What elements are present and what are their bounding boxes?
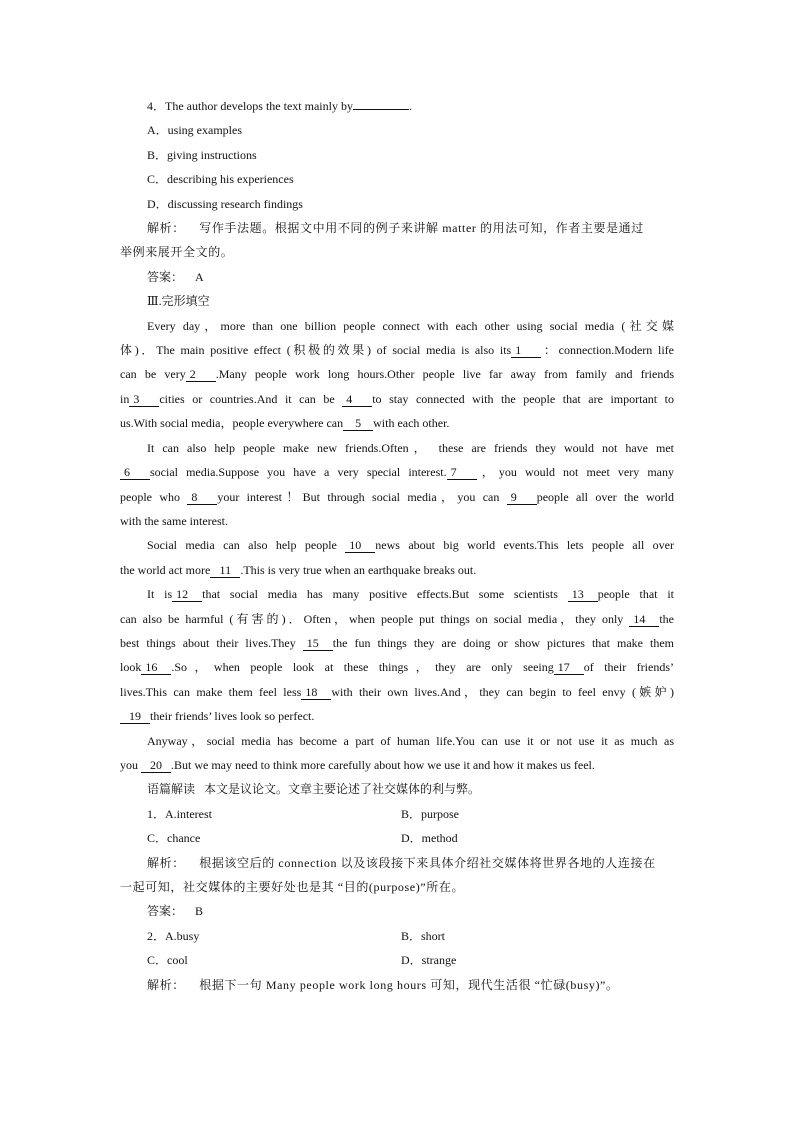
passage-text: news about big world events.This lets people all over: [375, 538, 674, 553]
passage-line: [120, 509, 674, 533]
q4-option-a: A．using examples: [147, 123, 242, 138]
cloze-blank[interactable]: 7: [447, 465, 477, 480]
q1-option-c: C．chance: [147, 831, 201, 846]
q1-options-row2: [120, 826, 674, 850]
q4-stem-end: .: [408, 99, 412, 113]
passage-text: ：connection.Modern life: [541, 343, 674, 358]
cloze-blank[interactable]: 11: [210, 563, 240, 578]
analysis-label: 解析：: [147, 855, 185, 870]
q4-stem-text: 4．The author develops the text mainly by: [147, 99, 353, 113]
passage-line: [120, 460, 674, 484]
q4-stem: [120, 94, 674, 118]
passage-line: [120, 485, 674, 509]
q2-option-a: 2．A.busy: [147, 928, 200, 943]
passage-text: Anyway，social media has become a part of human life.You can use it or not use it as much as: [147, 733, 674, 748]
passage-text: of their friends’: [583, 660, 674, 675]
q4-option-b: B．giving instructions: [147, 147, 257, 162]
q2-option-d: D．strange: [401, 953, 457, 968]
passage-text: 体)．The main positive effect (积极的效果) of social media is also its: [120, 343, 512, 358]
cloze-blank[interactable]: 14: [629, 612, 659, 627]
passage-text: the world act more: [120, 562, 211, 577]
passage-text: with each other.: [373, 416, 450, 431]
passage-line: [120, 631, 674, 655]
q1-answer: [120, 899, 674, 923]
passage-text: .This is very true when an earthquake breaks out.: [240, 562, 477, 577]
answer-value: B: [195, 904, 204, 919]
cloze-passage: [120, 314, 674, 778]
cloze-blank[interactable]: 8: [187, 490, 217, 505]
passage-line: [120, 338, 674, 362]
passage-text: Every day，more than one billion people connect with each other using social media (社交媒: [147, 318, 674, 333]
passage-text: people all over the world: [536, 489, 674, 504]
answer-blank[interactable]: [353, 109, 409, 110]
passage-text: the fun things they are doing or show pictures that make them: [332, 635, 674, 650]
section-heading: Ⅲ.完形填空: [147, 294, 210, 309]
passage-text: .But we may need to think more carefully about how we use it and how it makes us feel.: [171, 757, 595, 772]
passage-line: [120, 411, 674, 435]
q4-analysis-cont: 举例来展开全文的。: [120, 245, 234, 260]
q2-option-b: B．short: [401, 928, 446, 943]
q1-analysis: [120, 851, 674, 875]
passage-line: [120, 558, 674, 582]
passage-line: [120, 729, 674, 753]
cloze-blank[interactable]: 3: [129, 392, 159, 407]
q4-analysis: [120, 216, 674, 240]
q1-options-row1: [120, 802, 674, 826]
q1-option-d: D．method: [401, 831, 458, 846]
passage-text: social media.Suppose you have a very special interest.: [150, 465, 447, 480]
cloze-blank[interactable]: 1: [511, 343, 541, 358]
passage-line: [120, 607, 674, 631]
cloze-blank[interactable]: 4: [342, 392, 372, 407]
cloze-blank[interactable]: 15: [303, 636, 333, 651]
cloze-blank[interactable]: 10: [345, 538, 375, 553]
passage-text: in: [120, 391, 130, 406]
reading-summary: [120, 777, 674, 801]
passage-text: to stay connected with the people that are important to: [372, 391, 674, 406]
q1-option-b: B．purpose: [401, 806, 459, 821]
passage-line: [120, 533, 674, 557]
passage-text: .So，when people look at these things，they are only seeing: [171, 660, 554, 675]
passage-line: [120, 362, 674, 386]
cloze-blank[interactable]: 13: [568, 587, 598, 602]
cloze-blank[interactable]: 18: [301, 685, 331, 700]
passage-text: can also be harmful (有害的)．Often，when people put things on social media，they only: [120, 611, 630, 626]
analysis-text: 根据该空后的 connection 以及该段接下来具体介绍社交媒体将世界各地的人连接在: [199, 855, 656, 870]
passage-text: .Many people work long hours.Other people live far away from family and friends: [215, 367, 674, 382]
answer-label: 答案：: [147, 269, 184, 284]
cloze-blank[interactable]: 20: [141, 758, 171, 773]
passage-text: that social media has many positive effects.But some scientists: [202, 587, 568, 602]
passage-line: [120, 436, 674, 460]
passage-text: people who: [120, 489, 188, 504]
passage-text: you: [120, 757, 141, 772]
passage-text: ，you would not meet very many: [476, 465, 674, 480]
passage-text: their friends’ lives look so perfect.: [150, 709, 315, 724]
passage-line: [120, 753, 674, 777]
cloze-blank[interactable]: 19: [120, 709, 150, 724]
cloze-blank[interactable]: 17: [554, 660, 584, 675]
passage-text: us.With social media，people everywhere can: [120, 416, 344, 431]
cloze-blank[interactable]: 9: [507, 490, 537, 505]
q4-option-c: C．describing his experiences: [147, 172, 294, 187]
q4-answer: [120, 265, 674, 289]
q1-option-a: 1．A.interest: [147, 806, 212, 821]
passage-text: people that it: [597, 587, 674, 602]
passage-text: the: [659, 611, 674, 626]
passage-text: with their own lives.And，they can begin to feel envy (嫉妒): [331, 684, 674, 699]
passage-text: It can also help people make new friends.Often， these are friends they would not have met: [147, 440, 674, 455]
passage-line: [120, 704, 674, 728]
q2-analysis: [120, 973, 674, 997]
passage-line: [120, 314, 674, 338]
answer-value: A: [195, 269, 204, 284]
passage-line: [120, 680, 674, 704]
analysis-label: 解析：: [147, 221, 185, 236]
passage-text: best things about their lives.They: [120, 635, 303, 650]
passage-text: lives.This can make them feel less: [120, 684, 302, 699]
passage-line: [120, 655, 674, 679]
answer-label: 答案：: [147, 904, 184, 919]
cloze-blank[interactable]: 16: [141, 660, 171, 675]
analysis-text: 根据下一句 Many people work long hours 可知，现代生活很 “忙碌(busy)”。: [199, 977, 619, 992]
analysis-text: 写作手法题。根据文中用不同的例子来讲解 matter 的用法可知，作者主要是通过: [199, 221, 644, 236]
passage-text: cities or countries.And it can be: [159, 391, 343, 406]
q1-analysis-cont: 一起可知，社交媒体的主要好处也是其 “目的(purpose)”所在。: [120, 880, 465, 894]
q4-option-d: D．discussing research findings: [147, 196, 303, 211]
cloze-blank[interactable]: 12: [172, 587, 202, 602]
q2-options-row2: [120, 948, 674, 972]
passage-text: with the same interest.: [120, 513, 228, 528]
passage-text: your interest！But through social media，you can: [217, 489, 507, 504]
passage-text: Social media can also help people: [147, 538, 346, 553]
cloze-blank[interactable]: 5: [343, 416, 373, 431]
passage-text: can be very: [120, 367, 186, 382]
passage-line: [120, 582, 674, 606]
passage-line: [120, 387, 674, 411]
cloze-blank[interactable]: 6: [120, 465, 150, 480]
q2-options-row1: [120, 924, 674, 948]
passage-text: look: [120, 660, 142, 675]
reading-label: 语篇解读: [147, 782, 196, 797]
analysis-label: 解析：: [147, 977, 185, 992]
reading-text: 本文是议论文。文章主要论述了社交媒体的利与弊。: [204, 782, 481, 797]
cloze-blank[interactable]: 2: [186, 367, 216, 382]
q2-option-c: C．cool: [147, 953, 188, 968]
passage-text: It is: [147, 587, 173, 602]
